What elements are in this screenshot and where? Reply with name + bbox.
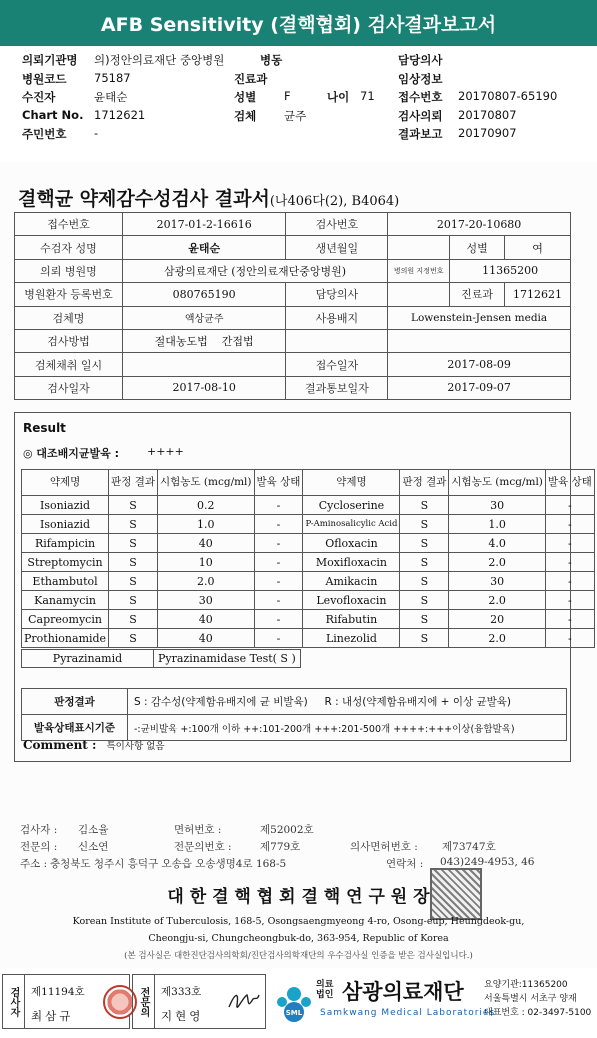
culture-value: ++++ — [147, 445, 184, 458]
judge-r: R : 내성(약제함유배지에 + 이상 균발육) — [324, 696, 511, 708]
specialist-name: 신소연 — [78, 841, 109, 853]
lic-value: 제52002호 — [260, 824, 314, 836]
method-label: 검사방법 — [15, 329, 123, 352]
medium-label: 사용배지 — [286, 306, 388, 329]
rrn-value: - — [94, 126, 99, 140]
table-row — [22, 610, 595, 629]
footer-spec-name: 지현영 — [161, 1009, 204, 1023]
tester-signature-box — [2, 974, 130, 1029]
judge-s: S : 감수성(약제함유배지에 균 비발육) — [134, 696, 308, 708]
cell-left-conc: 40 — [158, 629, 255, 648]
sml-logo-icon — [272, 976, 316, 1024]
cell-right-drug: P-Aminosalicylic Acid — [303, 515, 400, 534]
cell-right-conc: 1.0 — [449, 515, 546, 534]
cell-right-conc: 4.0 — [449, 534, 546, 553]
cell-left-drug: Isoniazid — [22, 496, 109, 515]
spec-lic-label: 전문의번호 : — [174, 841, 232, 853]
age-label: 나이 — [327, 90, 350, 104]
table-row — [22, 515, 595, 534]
contact-info — [484, 978, 591, 1020]
reg-label: 병원환자 등록번호 — [15, 283, 123, 306]
dob-label: 생년월일 — [286, 236, 388, 259]
signature-icon — [225, 987, 261, 1017]
growth-criteria: -:균비발육 +:100개 이하 ++:101-200개 +++:201-500개 ++++:+++이상(융합발육) — [128, 715, 567, 741]
spec-lic-value: 제779호 — [260, 841, 301, 853]
hosp-label: 의뢰 병원명 — [15, 259, 123, 282]
cell-right-drug: Ofloxacin — [303, 534, 400, 553]
cell-left-judge: S — [109, 553, 158, 572]
patient-label: 수진자 — [22, 90, 56, 104]
receipt-value: 20170807-65190 — [458, 89, 558, 103]
scanned-report — [0, 162, 597, 968]
cell-left-judge: S — [109, 610, 158, 629]
age-value: 71 — [360, 89, 375, 103]
patient-table — [14, 212, 571, 400]
official-stamp — [430, 868, 482, 920]
table-row — [22, 572, 595, 591]
table-row — [22, 591, 595, 610]
cell-left-conc: 0.2 — [158, 496, 255, 515]
ward-label: 병동 — [260, 53, 283, 67]
comment-label: Comment : — [23, 738, 97, 752]
org-name-kr: 대 한 결 핵 협 회 결 핵 연 구 원 장 — [167, 887, 430, 907]
header-conc-2: 시험농도 (mcg/ml) — [449, 470, 546, 496]
doc-label: 담당의사 — [286, 283, 388, 306]
patient-value: 윤태순 — [94, 90, 128, 104]
doc-title-main: 결핵균 약제감수성검사 결과서 — [18, 188, 270, 210]
comment-value: 특이사항 없음 — [106, 741, 165, 752]
chart-label: Chart No. — [22, 107, 84, 122]
cell-right-drug: Rifabutin — [303, 610, 400, 629]
hospital-value: 의)정안의료재단 중앙병원 — [94, 53, 225, 67]
tel-label: 연락처 : — [386, 858, 424, 870]
cell-right-conc: 2.0 — [449, 629, 546, 648]
doc-title-sub: (나406다(2), B4064) — [269, 194, 400, 209]
hospital-label: 의뢰기관명 — [22, 53, 78, 67]
receipt-label: 접수번호 — [398, 90, 443, 104]
header-drug: 약제명 — [22, 470, 109, 496]
method-blank — [286, 329, 388, 352]
cell-right-judge: S — [400, 610, 449, 629]
notify-label: 결과통보일자 — [286, 376, 388, 399]
lic-label: 면허번호 : — [174, 824, 222, 836]
pyrazinamid-row — [21, 649, 301, 668]
footer-spec-lic: 제333호 — [161, 986, 202, 998]
sensitivity-header — [22, 470, 595, 496]
specimen-value-doc: 액상균주 — [122, 306, 286, 329]
judge-label: 판정결과 — [22, 689, 128, 715]
method-2: 간접법 — [221, 335, 254, 349]
header-growth: 발육 상태 — [254, 470, 303, 496]
header-drug-2: 약제명 — [303, 470, 400, 496]
cell-left-judge: S — [109, 515, 158, 534]
header-conc: 시험농도 (mcg/ml) — [158, 470, 255, 496]
address-line — [20, 856, 590, 872]
table-row — [22, 553, 595, 572]
receipt-no-label: 접수번호 — [15, 213, 123, 236]
tester-name: 김소율 — [78, 824, 109, 836]
cell-right-growth: - — [545, 553, 594, 572]
brand-name: 삼광의료재단 — [342, 980, 464, 1004]
cell-right-judge: S — [400, 553, 449, 572]
cell-left-drug: Prothionamide — [22, 629, 109, 648]
addr-label: 주소 : — [20, 858, 48, 870]
name-value: 윤태순 — [122, 236, 286, 259]
comment — [23, 738, 165, 752]
cell-left-judge: S — [109, 496, 158, 515]
table-row — [22, 629, 595, 648]
cell-right-drug: Linezolid — [303, 629, 400, 648]
cell-left-growth: - — [254, 572, 303, 591]
receipt-no: 2017-01-2-16616 — [122, 213, 286, 236]
cell-right-growth: - — [545, 496, 594, 515]
header-judge: 판정 결과 — [109, 470, 158, 496]
org-address-en-1: Korean Institute of Tuberculosis, 168-5, Osongsaengmyeong 4-ro, Osong-eup, Heungdeok-gu, — [72, 916, 525, 927]
cell-right-judge: S — [400, 515, 449, 534]
result-title: Result — [23, 421, 66, 435]
recv-value: 2017-08-09 — [388, 353, 571, 376]
cell-right-judge: S — [400, 629, 449, 648]
sex-value: F — [284, 89, 291, 103]
cell-right-judge: S — [400, 496, 449, 515]
code-label: 병원코드 — [22, 71, 67, 86]
cell-left-growth: - — [254, 515, 303, 534]
report-value: 20170907 — [458, 126, 517, 140]
cell-right-conc: 2.0 — [449, 553, 546, 572]
pyr-test: Pyrazinamidase Test( S ) — [154, 650, 301, 668]
doc-lic-value: 제73747호 — [442, 841, 496, 853]
test-no-label: 검사번호 — [286, 213, 388, 236]
method-blank-2 — [388, 329, 571, 352]
specialist-signature-box — [132, 974, 266, 1029]
testdate-value: 2017-08-10 — [122, 376, 286, 399]
dob-value — [388, 236, 450, 259]
cell-left-judge: S — [109, 591, 158, 610]
table-row — [22, 496, 595, 515]
cell-right-growth: - — [545, 515, 594, 534]
specimen-value: 균주 — [284, 108, 307, 123]
footer-tester-lic: 제11194호 — [31, 986, 85, 998]
req-value: 20170807 — [458, 107, 517, 122]
brand-eng: Samkwang Medical Laboratories — [320, 1008, 496, 1018]
sex-value-doc: 여 — [505, 236, 571, 259]
cell-right-drug: Amikacin — [303, 572, 400, 591]
cell-left-judge: S — [109, 572, 158, 591]
contact-1: 요양기관:11365200 — [484, 980, 568, 990]
header-growth-2: 발육 상태 — [545, 470, 594, 496]
report-header — [0, 0, 597, 46]
cell-right-conc: 30 — [449, 572, 546, 591]
cell-left-growth: - — [254, 553, 303, 572]
cell-right-growth: - — [545, 572, 594, 591]
cell-left-growth: - — [254, 496, 303, 515]
dept-value-doc: 1712621 — [505, 283, 571, 306]
doctor-label: 담당의사 — [398, 53, 443, 67]
collect-value — [122, 353, 286, 376]
cert-note: (본 검사실은 대한진단검사의학회/진단검사의학재단의 우수검사실 인증을 받은 검사실입니다.) — [124, 951, 473, 961]
clinical-label: 임상정보 — [398, 71, 443, 86]
cell-right-conc: 20 — [449, 610, 546, 629]
medium-value: Lowenstein-Jensen media — [388, 306, 571, 329]
drug-rows — [22, 496, 595, 648]
doc-title — [18, 184, 399, 211]
tester-line — [20, 822, 590, 838]
recv-label: 접수일자 — [286, 353, 388, 376]
header-judge-2: 판정 결과 — [400, 470, 449, 496]
addr-value: 충청북도 청주시 흥덕구 오송읍 오송생명4로 168-5 — [50, 858, 287, 870]
culture-label: ◎ 대조배지균발육 : — [23, 447, 120, 460]
cell-left-drug: Streptomycin — [22, 553, 109, 572]
cell-left-growth: - — [254, 629, 303, 648]
cell-left-drug: Isoniazid — [22, 515, 109, 534]
code-value: 75187 — [94, 70, 131, 85]
cell-left-conc: 10 — [158, 553, 255, 572]
footer-tester-name: 최삼규 — [31, 1009, 74, 1023]
cell-left-conc: 40 — [158, 534, 255, 553]
specimen-label-doc: 검체명 — [15, 306, 123, 329]
specialist-label: 전문의 : — [20, 841, 58, 853]
sex-label: 성별 — [234, 90, 257, 104]
cell-left-drug: Rifampicin — [22, 534, 109, 553]
reg-value: 080765190 — [122, 283, 286, 306]
contact-3: 대표번호 : 02-3497-5100 — [484, 1008, 592, 1018]
sex-label-doc: 성별 — [450, 236, 505, 259]
method-1: 절대농도법 — [154, 335, 208, 349]
method-value — [122, 329, 286, 352]
sensitivity-table — [21, 469, 595, 648]
dept-label-doc: 진료과 — [450, 283, 505, 306]
dept-label: 진료과 — [234, 71, 268, 86]
judge-criteria — [128, 689, 567, 715]
cell-right-growth: - — [545, 629, 594, 648]
hosp-value: 삼광의료재단 (정안의료재단중앙병원) — [122, 259, 387, 282]
cell-left-growth: - — [254, 534, 303, 553]
cell-left-drug: Capreomycin — [22, 610, 109, 629]
brand-small: 의료 법인 — [316, 980, 334, 1000]
footer — [0, 968, 597, 1038]
cell-right-drug: Cycloserine — [303, 496, 400, 515]
cell-right-growth: - — [545, 610, 594, 629]
cell-right-conc: 2.0 — [449, 591, 546, 610]
logo-text: SML — [285, 1009, 303, 1017]
result-section — [14, 412, 592, 762]
spec-vlabel: 전문의 — [133, 975, 155, 1028]
desig-value: 11365200 — [450, 259, 571, 282]
cell-right-drug: Moxifloxacin — [303, 553, 400, 572]
rrn-label: 주민번호 — [22, 127, 67, 141]
notify-value: 2017-09-07 — [388, 376, 571, 399]
growth-label: 발육상태표시기준 — [22, 715, 128, 741]
specimen-label: 검체 — [234, 108, 257, 123]
legend-table — [21, 688, 567, 741]
cell-right-judge: S — [400, 534, 449, 553]
cell-right-growth: - — [545, 534, 594, 553]
test-no: 2017-20-10680 — [388, 213, 571, 236]
cell-right-growth: - — [545, 591, 594, 610]
desig-label: 병의원 지정번호 — [388, 259, 450, 282]
cell-left-conc: 30 — [158, 591, 255, 610]
contact-2: 서울특별시 서초구 양재 — [484, 994, 577, 1004]
request-info — [22, 52, 592, 145]
specialist-line — [20, 839, 590, 855]
tester-label: 검사자 : — [20, 824, 58, 836]
cell-left-conc: 40 — [158, 610, 255, 629]
cell-left-conc: 1.0 — [158, 515, 255, 534]
testdate-label: 검사일자 — [15, 376, 123, 399]
cell-left-judge: S — [109, 534, 158, 553]
collect-label: 검체채취 일시 — [15, 353, 123, 376]
req-label: 검사의뢰 — [398, 108, 443, 123]
cell-right-conc: 30 — [449, 496, 546, 515]
org-address-en-2: Cheongju-si, Chungcheongbuk-do, 363-954, Republic of Korea — [148, 933, 449, 944]
cell-left-growth: - — [254, 610, 303, 629]
cell-left-drug: Ethambutol — [22, 572, 109, 591]
cell-right-drug: Levofloxacin — [303, 591, 400, 610]
doc-lic-label: 의사면허번호 : — [350, 841, 418, 853]
pyr-drug: Pyrazinamid — [22, 650, 154, 668]
cell-left-drug: Kanamycin — [22, 591, 109, 610]
table-row — [22, 534, 595, 553]
cell-right-judge: S — [400, 572, 449, 591]
cell-right-judge: S — [400, 591, 449, 610]
cell-left-judge: S — [109, 629, 158, 648]
tel-value: 043)249-4953, 46 — [440, 856, 535, 868]
report-label: 결과보고 — [398, 127, 443, 141]
cell-left-growth: - — [254, 591, 303, 610]
cell-left-conc: 2.0 — [158, 572, 255, 591]
doc-value — [388, 283, 450, 306]
report-title: AFB Sensitivity (결핵협회) 검사결과보고서 — [100, 13, 497, 36]
tester-vlabel: 검사자 — [3, 975, 25, 1028]
chart-value: 1712621 — [94, 107, 146, 122]
name-label: 수검자 성명 — [15, 236, 123, 259]
